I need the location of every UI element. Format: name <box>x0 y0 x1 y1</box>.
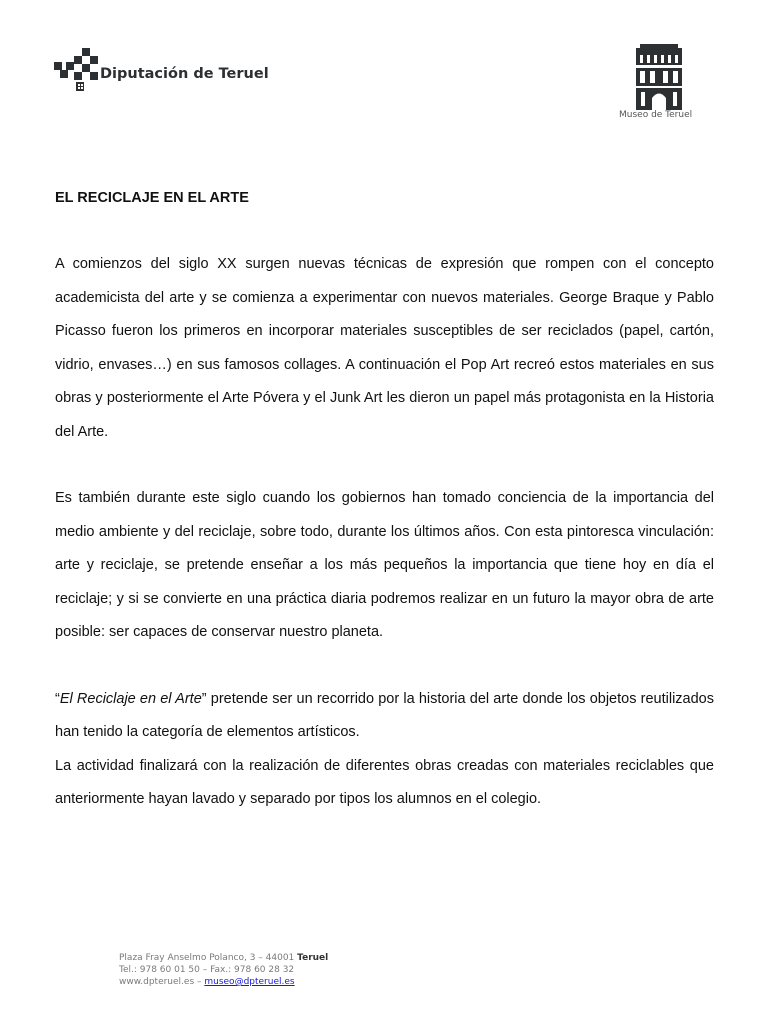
paragraph-4: La actividad finalizará con la realización de diferentes obras creadas con materiales reciclables que anteriormente hayan lavado y separado por tipos los alumnos en el colegio. <box>55 757 714 807</box>
org-name: Diputación de Teruel <box>100 66 269 82</box>
document-body <box>55 182 714 817</box>
paragraph-3 <box>55 683 714 750</box>
diputacion-logo <box>54 48 284 92</box>
footer <box>119 952 328 988</box>
checker-logo-icon <box>54 48 98 92</box>
footer-web <box>119 976 328 988</box>
open-quote: “ <box>55 690 60 707</box>
footer-address <box>119 952 328 964</box>
museo-logo <box>612 44 712 124</box>
address-text: Plaza Fray Anselmo Polanco, 3 – 44001 <box>119 953 298 963</box>
email-link[interactable]: museo@dpteruel.es <box>204 977 295 987</box>
museum-building-icon <box>636 44 682 110</box>
footer-phone: Tel.: 978 60 01 50 – Fax.: 978 60 28 32 <box>119 965 295 975</box>
web-text: www.dpteruel.es – <box>119 977 205 987</box>
museum-name: Museo de Teruel <box>619 110 693 120</box>
paragraph-3-text: ” pretende ser un recorrido por la historia del arte donde los objetos reutilizados han tenido la categoría de elementos artísticos. <box>55 690 714 740</box>
address-city: Teruel <box>297 953 329 963</box>
paragraph-2: Es también durante este siglo cuando los gobiernos han tomado conciencia de la importancia del medio ambiente y del reciclaje, sobre todo, durante los últimos años. Con esta pintoresca vinculación: arte y reciclaje, se pretende enseñar a los más pequeños la importancia que tiene hoy en día el reciclaje; y si se convierte en una práctica diaria podremos realizar en un futuro la mayor obra de arte posible: ser capaces de conservar nuestro planeta. <box>55 490 714 640</box>
paragraph-1: A comienzos del siglo XX surgen nuevas técnicas de expresión que rompen con el concepto academicista del arte y se comienza a experimentar con nuevos materiales. George Braque y Pablo Picasso fueron los primeros en incorporar materiales susceptibles de ser reciclados (papel, cartón, vidrio, envases…) en sus famosos collages. A continuación el Pop Art recreó estos materiales en sus obras y posteriormente el Arte Póvera y el Junk Art les dieron un papel más protagonista en la Historia del Arte. <box>55 256 714 440</box>
activity-title: El Reciclaje en el Arte <box>59 690 202 707</box>
document-title: EL RECICLAJE EN EL ARTE <box>55 190 249 206</box>
